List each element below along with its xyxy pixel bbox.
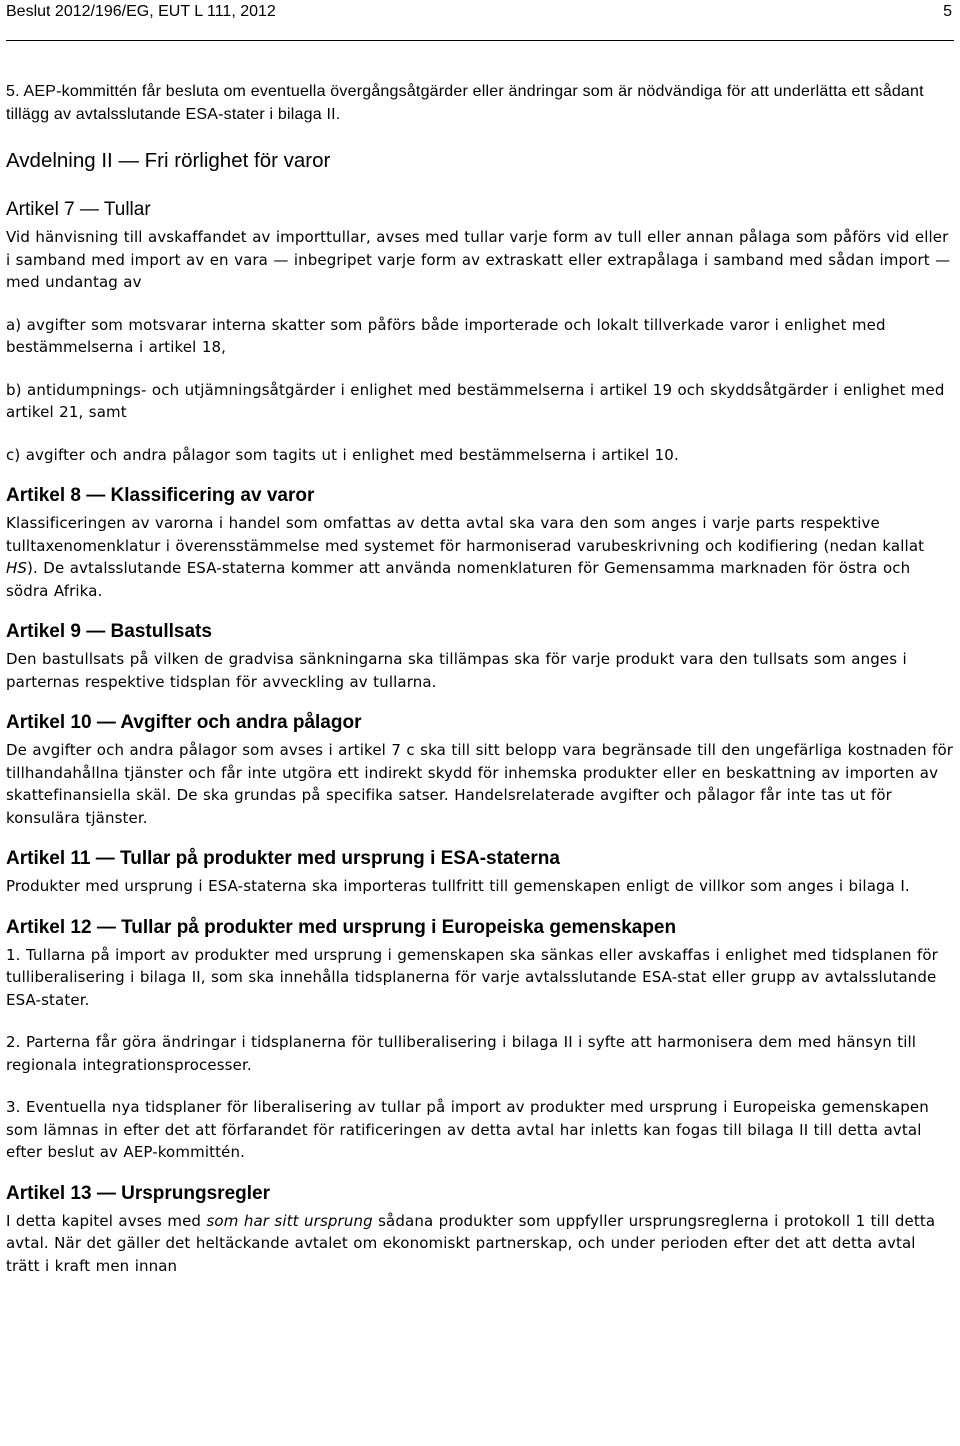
- section-title: Avdelning II — Fri rörlighet för varor: [6, 149, 331, 172]
- article-13-heading: Artikel 13 — Ursprungsregler: [6, 1182, 270, 1204]
- article-8-text-end: ). De avtalsslutande ESA-staterna kommer att använda nomenklaturen för Gemensamma marknaden för östra och södra Afrika.: [6, 559, 911, 600]
- article-11-text: Produkter med ursprung i ESA-staterna ska importeras tullfritt till gemenskapen enligt de villkor som anges i bilaga I.: [6, 877, 910, 895]
- article-7-item-a: a) avgifter som motsvarar interna skatter som påförs både importerade och lokalt tillverkade varor i enlighet med bestämmelserna i artikel 18,: [6, 315, 886, 356]
- article-8-text-start: Klassificeringen av varorna i handel som omfattas av detta avtal ska vara den som anges i varje parts respektive tulltaxenomenklatur i överensstämmelse med systemet för harmoniserad varubeskrivning och kodifiering (nedan kallat: [6, 514, 925, 555]
- article-9-heading: Artikel 9 — Bastullsats: [6, 621, 212, 642]
- article-8-heading: Artikel 8 — Klassificering av varor: [6, 485, 315, 506]
- article-7-heading: Artikel 7 — Tullar: [6, 199, 151, 220]
- article-13-text-end: sådana produkter som uppfyller ursprungsreglerna i protokoll 1 till detta avtal. När det gäller det heltäckande avtalet om ekonomiskt partnerskap, och under perioden efter det att detta avtal trätt i kraft men innan: [6, 1211, 936, 1275]
- article-7-item-c: c) avgifter och andra pålagor som tagits ut i enlighet med bestämmelserna i artikel 10.: [6, 445, 679, 464]
- article-7-item-b: b) antidumpnings- och utjämningsåtgärder i enlighet med bestämmelserna i artikel 19 och skyddsåtgärder i enlighet med artikel 21, samt: [6, 380, 945, 421]
- page-header: [6, 0, 954, 24]
- article-10-heading: Artikel 10 — Avgifter och andra pålagor: [6, 712, 362, 733]
- article-8-text: [6, 512, 954, 602]
- article-12-paragraph-2: 2. Parterna får göra ändringar i tidsplanerna för tulliberalisering i bilaga II i syfte att harmonisera dem med hänsyn till regionala integrationsprocesser.: [6, 1033, 917, 1074]
- article-11-heading: Artikel 11 — Tullar på produkter med ursprung i ESA-staterna: [6, 848, 560, 869]
- article-12-paragraph-1: 1. Tullarna på import av produkter med ursprung i gemenskapen ska sänkas eller avskaffas i enlighet med tidsplanen för tulliberalisering i bilaga II, som ska innehålla tidsplanerna för varje avtalsslutande ESA-stat eller grupp av avtalsslutande ESA-stater.: [6, 945, 938, 1009]
- document-body: [6, 80, 954, 1277]
- article-10-text: De avgifter och andra pålagor som avses i artikel 7 c ska till sitt belopp vara begränsade till den ungefärliga kostnaden för tillhandahållna tjänster och får inte utgöra ett indirekt skydd för inhemska produkter eller en beskattning av importen av skattefinansiella skäl. De ska grundas på specifika satser. Handelsrelaterade avgifter och pålagor får inte tas ut för konsulära tjänster.: [6, 741, 954, 827]
- header-divider: [6, 40, 954, 41]
- article-12-heading: Artikel 12 — Tullar på produkter med ursprung i Europeiska gemenskapen: [6, 916, 677, 938]
- article-8-hs-term: HS: [6, 559, 28, 577]
- article-13-text: [6, 1210, 954, 1278]
- article-13-text-start: I detta kapitel avses med: [6, 1211, 207, 1230]
- article-13-origin-term: som har sitt ursprung: [206, 1211, 373, 1230]
- page-number: 5: [943, 3, 952, 20]
- journal-reference: Beslut 2012/196/EG, EUT L 111, 2012: [6, 3, 276, 20]
- intro-paragraph: 5. AEP-kommittén får besluta om eventuella övergångsåtgärder eller ändringar som är nödvändiga för att underlätta ett sådant tillägg av avtalsslutande ESA-stater i bilaga II.: [6, 83, 924, 123]
- article-7-intro: Vid hänvisning till avskaffandet av importtullar, avses med tullar varje form av tull eller annan pålaga som påförs vid eller i samband med import av en vara — inbegripet varje form av extraskatt eller extrapålaga i samband med sådan import — med undantag av: [6, 228, 951, 291]
- article-9-text: Den bastullsats på vilken de gradvisa sänkningarna ska tillämpas ska för varje produkt vara den tullsats som anges i parternas respektive tidsplan för avveckling av tullarna.: [6, 650, 907, 691]
- article-12-paragraph-3: 3. Eventuella nya tidsplaner för liberalisering av tullar på import av produkter med ursprung i Europeiska gemenskapen som lämnas in efter det att förfarandet för ratificeringen av detta avtal har inletts kan fogas till bilaga II till detta avtal efter beslut av AEP-kommittén.: [6, 1098, 929, 1161]
